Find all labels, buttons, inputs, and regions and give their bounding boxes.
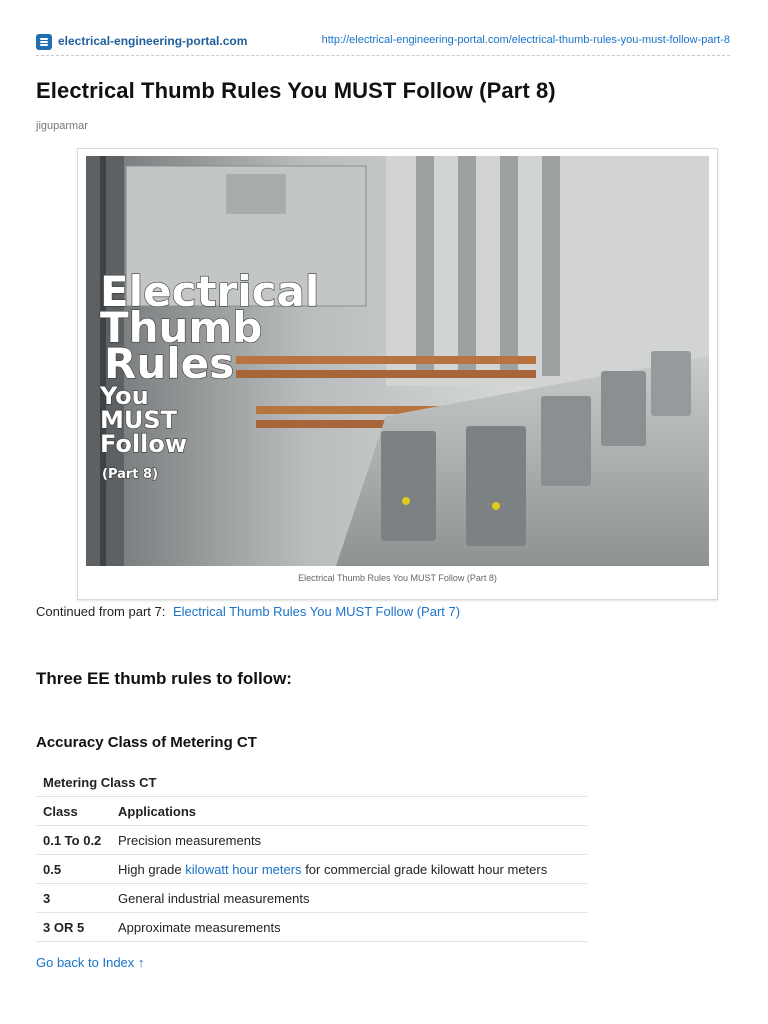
overlay-word: MUST <box>100 406 178 434</box>
subsection-heading: Accuracy Class of Metering CT <box>36 734 257 751</box>
author-name: jiguparmar <box>36 120 88 132</box>
kilowatt-hour-meters-link[interactable]: kilowatt hour meters <box>185 861 302 877</box>
table-row <box>36 913 587 942</box>
back-to-index-link[interactable]: Go back to Index ↑ <box>36 955 145 970</box>
metering-ct-table <box>36 768 587 942</box>
section-heading: Three EE thumb rules to follow: <box>36 669 292 688</box>
table-row <box>36 884 587 913</box>
overlay-word: Follow <box>100 430 188 458</box>
overlay-word: (Part 8) <box>102 467 159 482</box>
part7-link[interactable]: Electrical Thumb Rules You MUST Follow (Part 7) <box>172 604 461 619</box>
switchgear-photo <box>86 156 709 566</box>
application-cell: General industrial measurements <box>111 884 587 913</box>
class-cell: 0.1 To 0.2 <box>36 826 111 855</box>
header-bar <box>36 31 730 56</box>
class-cell: 3 <box>36 884 111 913</box>
application-text: for commercial grade kilowatt hour meters <box>305 861 548 877</box>
table-row <box>36 826 587 855</box>
application-cell: Approximate measurements <box>111 913 587 942</box>
page-url-link[interactable]: http://electrical-engineering-portal.com/electrical-thumb-rules-you-must-follow-part-8 <box>321 34 730 46</box>
site-name[interactable]: electrical-engineering-portal.com <box>58 34 248 48</box>
document-list-icon <box>36 34 52 50</box>
continued-prefix: Continued from part 7: <box>36 604 166 619</box>
column-header-applications: Applications <box>111 797 587 826</box>
overlay-word: Rules <box>104 339 235 388</box>
application-text: High grade <box>118 861 182 877</box>
page-title: Electrical Thumb Rules You MUST Follow (Part 8) <box>36 78 556 103</box>
table-caption: Metering Class CT <box>36 768 587 797</box>
application-cell <box>111 855 587 884</box>
column-header-class: Class <box>36 797 111 826</box>
figure-caption: Electrical Thumb Rules You MUST Follow (Part 8) <box>298 573 497 583</box>
class-cell: 3 OR 5 <box>36 913 111 942</box>
table-row <box>36 855 587 884</box>
application-cell: Precision measurements <box>111 826 587 855</box>
overlay-word: You <box>100 382 149 410</box>
overlay-word: Thumb <box>100 303 263 352</box>
overlay-word: Electrical <box>100 267 320 316</box>
class-cell: 0.5 <box>36 855 111 884</box>
continued-line <box>36 604 460 619</box>
hero-figure <box>77 148 718 600</box>
